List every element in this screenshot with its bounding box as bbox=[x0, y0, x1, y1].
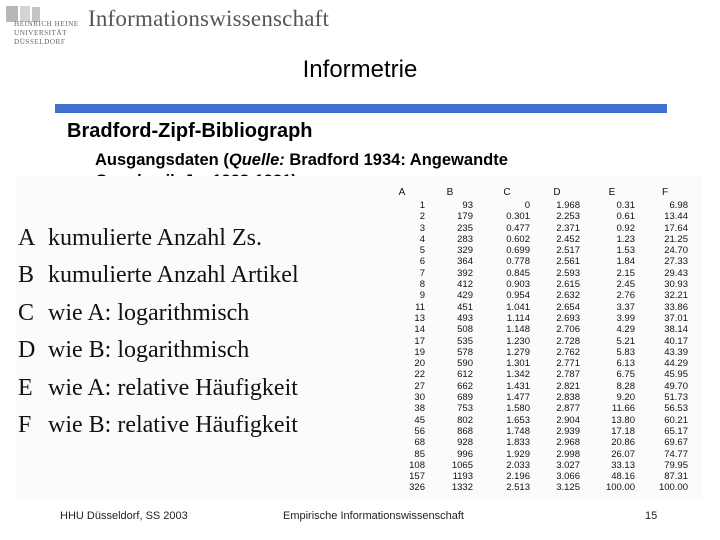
table-cell: 2.632 bbox=[556, 290, 580, 302]
table-cell: 3.027 bbox=[556, 459, 580, 471]
table-cell: 1.279 bbox=[506, 346, 530, 358]
table-cell: 56 bbox=[414, 425, 425, 437]
table-cell: 51.73 bbox=[664, 392, 688, 404]
bradford-data-table bbox=[370, 186, 698, 498]
table-cell: 868 bbox=[457, 425, 473, 437]
table-cell: 20 bbox=[414, 358, 425, 370]
table-cell: 11.66 bbox=[611, 403, 635, 415]
legend-text: wie A: logarithmisch bbox=[48, 299, 250, 326]
legend-row-d bbox=[18, 332, 299, 369]
table-cell: 996 bbox=[457, 448, 473, 460]
table-cell: 49.70 bbox=[664, 380, 688, 392]
table-cell: 1.580 bbox=[506, 403, 530, 415]
table-cell: 235 bbox=[457, 222, 473, 234]
legend-row-c bbox=[18, 295, 299, 332]
table-cell: 44.29 bbox=[664, 358, 688, 370]
table-cell: 38.14 bbox=[664, 324, 688, 336]
table-cell: 24.70 bbox=[664, 245, 688, 257]
table-cell: 392 bbox=[457, 267, 473, 279]
table-cell: 1.230 bbox=[506, 335, 530, 347]
table-column-header: D bbox=[553, 187, 561, 198]
table-cell: 0.92 bbox=[616, 222, 635, 234]
table-cell: 5.21 bbox=[616, 335, 635, 347]
department-name: Informationswissenschaft bbox=[88, 6, 330, 31]
table-cell: 0.903 bbox=[506, 279, 530, 291]
legend-text: kumulierte Anzahl Artikel bbox=[48, 262, 299, 289]
legend-text: kumulierte Anzahl Zs. bbox=[48, 225, 262, 251]
table-cell: 4 bbox=[419, 233, 425, 245]
table-cell: 56.53 bbox=[664, 403, 688, 415]
table-cell: 3.066 bbox=[556, 471, 580, 483]
legend-letter: A bbox=[18, 225, 36, 251]
table-cell: 329 bbox=[457, 245, 473, 257]
legend-row-e bbox=[18, 370, 299, 407]
table-cell: 5 bbox=[419, 245, 425, 257]
table-cell: 1.748 bbox=[506, 425, 530, 437]
subtitle-rest: Bradford 1934: Angewandte bbox=[284, 151, 508, 169]
table-column-header: B bbox=[446, 187, 454, 198]
table-cell: 13.44 bbox=[664, 211, 688, 223]
table-cell: 2.968 bbox=[556, 437, 580, 449]
table-cell: 27 bbox=[414, 380, 425, 392]
table-cell: 17.64 bbox=[664, 222, 688, 234]
table-cell: 33.13 bbox=[611, 459, 635, 471]
legend-letter: B bbox=[18, 262, 35, 289]
table-cell: 2.561 bbox=[556, 256, 580, 268]
table-cell: 21.25 bbox=[664, 233, 688, 245]
table-cell: 662 bbox=[457, 380, 473, 392]
column-legend bbox=[18, 220, 299, 444]
table-cell: 0.778 bbox=[506, 256, 530, 268]
table-column-header: E bbox=[608, 187, 616, 198]
table-cell: 0.477 bbox=[506, 222, 530, 234]
table-cell: 4.29 bbox=[616, 324, 635, 336]
table-cell: 0.31 bbox=[616, 200, 635, 211]
table-cell: 19 bbox=[414, 346, 425, 358]
university-line-1: HEINRICH HEINE bbox=[14, 20, 79, 28]
table-cell: 79.95 bbox=[664, 459, 688, 471]
table-cell: 33.86 bbox=[664, 301, 688, 313]
table-cell: 612 bbox=[457, 369, 473, 381]
table-cell: 45.95 bbox=[664, 369, 688, 381]
table-cell: 2.838 bbox=[556, 392, 580, 404]
table-cell: 6.98 bbox=[669, 200, 688, 211]
table-cell: 1.23 bbox=[616, 233, 635, 245]
table-cell: 2.76 bbox=[616, 290, 635, 302]
table-cell: 9.20 bbox=[616, 392, 635, 404]
table-cell: 2.706 bbox=[556, 324, 580, 336]
table-cell: 69.67 bbox=[664, 437, 688, 449]
table-cell: 2.452 bbox=[556, 233, 580, 245]
table-cell: 2.904 bbox=[556, 414, 580, 426]
table-cell: 0.699 bbox=[506, 245, 530, 257]
table-cell: 2.615 bbox=[556, 279, 580, 291]
table-cell: 1.477 bbox=[506, 392, 530, 404]
table-cell: 1.301 bbox=[506, 358, 530, 370]
table-column-header: A bbox=[398, 187, 406, 198]
table-cell: 157 bbox=[409, 471, 425, 483]
table-cell: 0.301 bbox=[506, 211, 530, 223]
table-cell: 100.00 bbox=[605, 482, 635, 494]
table-column bbox=[589, 186, 635, 494]
table-column bbox=[642, 186, 688, 494]
table-cell: 0.61 bbox=[616, 211, 635, 223]
legend-text: wie B: relative Häufigkeit bbox=[48, 411, 298, 438]
table-cell: 3.125 bbox=[556, 482, 580, 494]
table-cell: 37.01 bbox=[664, 312, 688, 324]
table-cell: 326 bbox=[409, 482, 425, 494]
table-cell: 3 bbox=[419, 222, 425, 234]
table-cell: 6.13 bbox=[616, 358, 635, 370]
table-cell: 45 bbox=[414, 414, 425, 426]
table-cell: 364 bbox=[457, 256, 473, 268]
table-cell: 2.253 bbox=[556, 211, 580, 223]
slide-heading: Bradford-Zipf-Bibliograph bbox=[67, 120, 313, 142]
table-cell: 30.93 bbox=[664, 279, 688, 291]
table-cell: 1.431 bbox=[506, 380, 530, 392]
table-cell: 179 bbox=[457, 211, 473, 223]
table-cell: 30 bbox=[414, 392, 425, 404]
table-cell: 1.041 bbox=[506, 301, 530, 313]
table-cell: 93 bbox=[462, 200, 473, 211]
accent-bar bbox=[55, 104, 667, 113]
table-cell: 0.954 bbox=[506, 290, 530, 302]
table-cell: 8.28 bbox=[616, 380, 635, 392]
table-cell: 2.998 bbox=[556, 448, 580, 460]
table-cell: 1 bbox=[419, 200, 425, 211]
table-cell: 3.99 bbox=[616, 312, 635, 324]
table-cell: 1.84 bbox=[616, 256, 635, 268]
table-cell: 928 bbox=[457, 437, 473, 449]
table-cell: 40.17 bbox=[664, 335, 688, 347]
table-cell: 451 bbox=[457, 301, 473, 313]
table-cell: 2.15 bbox=[616, 267, 635, 279]
table-cell: 412 bbox=[457, 279, 473, 291]
table-cell: 2.787 bbox=[556, 369, 580, 381]
table-cell: 1.929 bbox=[506, 448, 530, 460]
university-logo bbox=[4, 4, 84, 48]
table-cell: 2.033 bbox=[506, 459, 530, 471]
table-cell: 2.771 bbox=[556, 358, 580, 370]
table-cell: 2.821 bbox=[556, 380, 580, 392]
table-cell: 8 bbox=[419, 279, 425, 291]
table-cell: 2.517 bbox=[556, 245, 580, 257]
table-column bbox=[534, 186, 580, 494]
table-cell: 1065 bbox=[451, 459, 473, 471]
table-cell: 108 bbox=[409, 459, 425, 471]
table-cell: 1193 bbox=[452, 471, 473, 483]
table-cell: 578 bbox=[457, 346, 473, 358]
table-cell: 0.602 bbox=[506, 233, 530, 245]
table-cell: 13.80 bbox=[611, 414, 635, 426]
table-cell: 48.16 bbox=[611, 471, 635, 483]
table-cell: 1.653 bbox=[506, 414, 530, 426]
table-cell: 38 bbox=[414, 403, 425, 415]
table-cell: 2.196 bbox=[506, 471, 530, 483]
table-cell: 29.43 bbox=[664, 267, 688, 279]
table-cell: 68 bbox=[414, 437, 425, 449]
table-cell: 1.833 bbox=[506, 437, 530, 449]
slide-title: Informetrie bbox=[302, 56, 418, 83]
table-cell: 0.845 bbox=[506, 267, 530, 279]
table-cell: 1.114 bbox=[506, 312, 530, 324]
table-cell: 2 bbox=[419, 211, 425, 223]
university-line-2: UNIVERSITÄT bbox=[14, 29, 68, 37]
table-cell: 535 bbox=[457, 335, 473, 347]
table-cell: 6.75 bbox=[616, 369, 635, 381]
legend-text: wie A: relative Häufigkeit bbox=[48, 374, 298, 401]
table-cell: 17 bbox=[414, 335, 425, 347]
table-cell: 100.00 bbox=[658, 482, 688, 494]
table-cell: 20.86 bbox=[611, 437, 635, 449]
table-cell: 802 bbox=[457, 414, 473, 426]
table-cell: 1.968 bbox=[556, 200, 580, 211]
legend-row-b bbox=[18, 257, 299, 294]
table-cell: 283 bbox=[457, 233, 473, 245]
table-cell: 74.77 bbox=[664, 448, 688, 460]
table-column-header: F bbox=[661, 187, 669, 198]
subtitle-prefix: Ausgangsdaten ( bbox=[95, 151, 229, 169]
table-cell: 2.693 bbox=[556, 312, 580, 324]
table-cell: 1.53 bbox=[616, 245, 635, 257]
table-cell: 7 bbox=[419, 267, 425, 279]
table-cell: 6 bbox=[419, 256, 425, 268]
table-cell: 429 bbox=[457, 290, 473, 302]
table-cell: 753 bbox=[457, 403, 473, 415]
table-cell: 26.07 bbox=[611, 448, 635, 460]
legend-letter: E bbox=[18, 374, 33, 401]
table-cell: 2.593 bbox=[556, 267, 580, 279]
legend-letter: C bbox=[18, 299, 35, 326]
table-cell: 17.18 bbox=[611, 425, 635, 437]
table-cell: 11 bbox=[415, 301, 425, 313]
table-cell: 43.39 bbox=[664, 346, 688, 358]
table-cell: 2.728 bbox=[556, 335, 580, 347]
table-column-header: C bbox=[503, 187, 511, 198]
legend-row-a bbox=[18, 220, 299, 257]
table-column bbox=[427, 186, 473, 494]
table-cell: 590 bbox=[457, 358, 473, 370]
table-cell: 2.654 bbox=[556, 301, 580, 313]
table-cell: 65.17 bbox=[664, 425, 688, 437]
table-cell: 3.37 bbox=[616, 301, 635, 313]
table-cell: 2.877 bbox=[556, 403, 580, 415]
table-cell: 2.45 bbox=[616, 279, 635, 291]
table-cell: 2.371 bbox=[556, 222, 580, 234]
table-cell: 2.939 bbox=[556, 425, 580, 437]
legend-row-f bbox=[18, 407, 299, 444]
table-cell: 0 bbox=[524, 200, 530, 211]
table-column bbox=[484, 186, 530, 494]
university-line-3: DÜSSELDORF bbox=[14, 38, 66, 46]
table-cell: 14 bbox=[414, 324, 425, 336]
table-cell: 1332 bbox=[451, 482, 473, 494]
table-cell: 1.148 bbox=[506, 324, 530, 336]
footer-center: Empirische Informationswissenschaft bbox=[283, 510, 464, 522]
table-cell: 493 bbox=[457, 312, 473, 324]
table-cell: 13 bbox=[414, 312, 425, 324]
footer-left: HHU Düsseldorf, SS 2003 bbox=[60, 510, 188, 522]
table-cell: 22 bbox=[414, 369, 425, 381]
table-column bbox=[379, 186, 425, 494]
table-cell: 9 bbox=[419, 290, 425, 302]
table-cell: 27.33 bbox=[664, 256, 688, 268]
legend-letter: F bbox=[18, 411, 32, 438]
table-cell: 85 bbox=[414, 448, 425, 460]
table-cell: 508 bbox=[457, 324, 473, 336]
table-cell: 2.762 bbox=[556, 346, 580, 358]
subtitle-source-label: Quelle: bbox=[228, 151, 285, 169]
table-cell: 2.513 bbox=[506, 482, 530, 494]
legend-text: wie B: logarithmisch bbox=[48, 337, 250, 364]
table-cell: 32.21 bbox=[664, 290, 688, 302]
table-cell: 60.21 bbox=[664, 414, 688, 426]
table-cell: 689 bbox=[457, 392, 473, 404]
table-cell: 1.342 bbox=[506, 369, 530, 381]
page-number: 15 bbox=[645, 510, 658, 522]
table-cell: 5.83 bbox=[616, 346, 635, 358]
legend-letter: D bbox=[18, 337, 36, 364]
table-cell: 87.31 bbox=[664, 471, 688, 483]
